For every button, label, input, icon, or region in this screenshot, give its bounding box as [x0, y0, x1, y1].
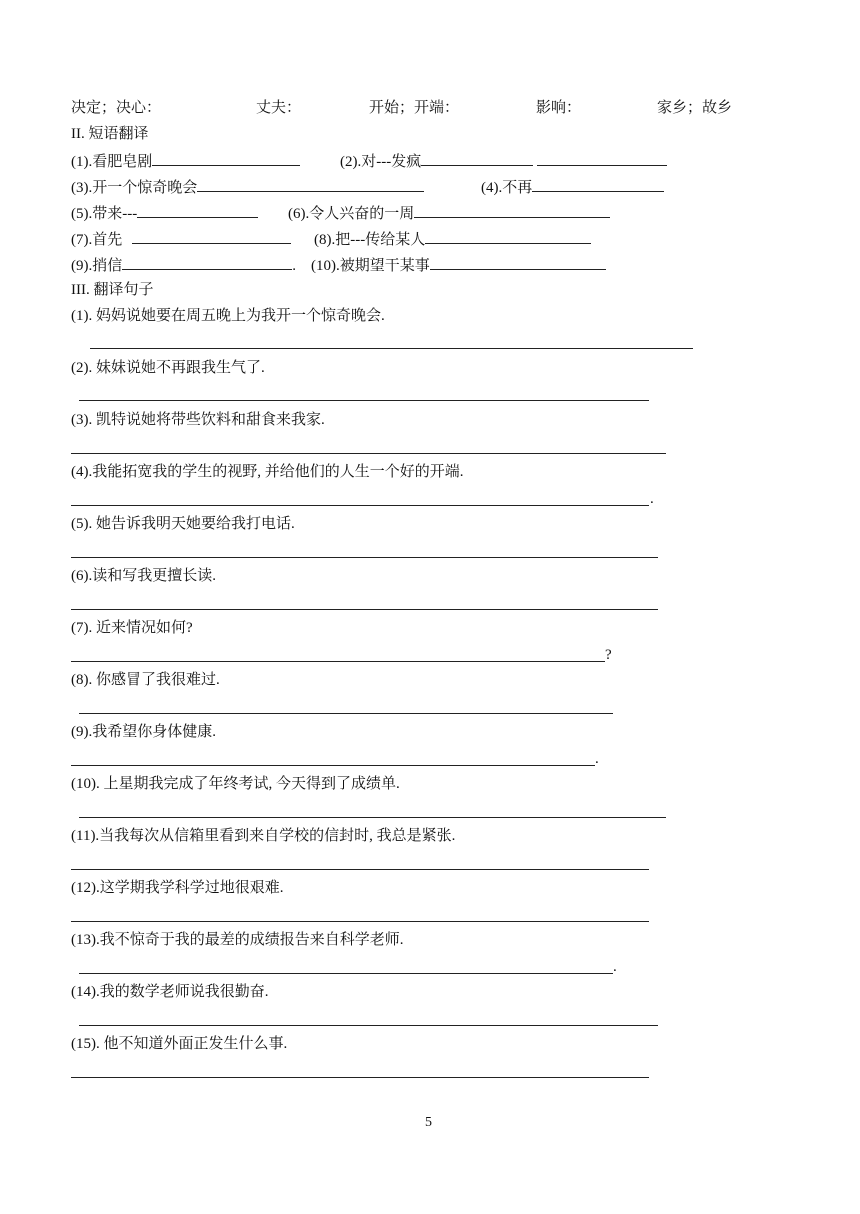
sentence-prompt: (10). 上星期我完成了年终考试, 今天得到了成绩单. — [71, 776, 400, 792]
phrase-8: (8).把---传给某人 — [314, 229, 591, 249]
sentence-end-punct: . — [650, 491, 654, 507]
answer-line[interactable] — [71, 1077, 649, 1078]
sentence-end-punct: . — [613, 959, 617, 975]
answer-line[interactable] — [71, 609, 658, 610]
answer-blank[interactable] — [425, 229, 591, 244]
answer-line[interactable] — [71, 453, 666, 454]
phrase-5: (5).带来--- — [71, 203, 258, 223]
phrase-10: (10).被期望干某事 — [311, 255, 606, 275]
sentence-end-punct: ? — [605, 647, 612, 663]
sentence-prompt: (1). 妈妈说她要在周五晚上为我开一个惊奇晚会. — [71, 308, 385, 324]
answer-blank[interactable] — [532, 177, 664, 192]
answer-blank[interactable] — [197, 177, 424, 192]
phrase-4: (4).不再 — [481, 177, 664, 197]
sentence-prompt: (5). 她告诉我明天她要给我打电话. — [71, 516, 295, 532]
sentence-prompt: (3). 凯特说她将带些饮料和甜食来我家. — [71, 412, 325, 428]
phrase-2: (2).对---发疯 — [340, 151, 667, 171]
sentence-prompt: (15). 他不知道外面正发生什么事. — [71, 1036, 288, 1052]
answer-blank[interactable] — [421, 151, 533, 166]
sentence-prompt: (8). 你感冒了我很难过. — [71, 672, 220, 688]
phrase-3: (3).开一个惊奇晚会 — [71, 177, 424, 197]
vocab-decision: 决定；决心： — [71, 100, 162, 116]
page-number: 5 — [425, 1115, 432, 1130]
vocab-husband: 丈夫： — [256, 100, 302, 116]
answer-line[interactable] — [71, 505, 649, 506]
phrase-1: (1).看肥皂剧 — [71, 151, 300, 171]
answer-blank[interactable] — [137, 203, 258, 218]
answer-line[interactable] — [79, 400, 649, 401]
sentence-prompt: (2). 妹妹说她不再跟我生气了. — [71, 360, 265, 376]
vocab-hometown: 家乡；故乡 — [657, 100, 733, 116]
answer-line[interactable] — [71, 765, 595, 766]
answer-blank[interactable] — [414, 203, 610, 218]
answer-blank[interactable] — [537, 151, 667, 166]
sentence-prompt: (14).我的数学老师说我很勤奋. — [71, 984, 269, 1000]
answer-line[interactable] — [71, 921, 649, 922]
sentence-prompt: (6).读和写我更擅长读. — [71, 568, 216, 584]
section-title-sentence-translation: III. 翻译句子 — [71, 282, 154, 298]
sentence-prompt: (12).这学期我学科学过地很艰难. — [71, 880, 284, 896]
section-title-phrase-translation: II. 短语翻译 — [71, 126, 149, 142]
answer-blank[interactable] — [152, 151, 300, 166]
answer-line[interactable] — [79, 817, 666, 818]
answer-line[interactable] — [71, 557, 658, 558]
sentence-prompt: (11).当我每次从信箱里看到来自学校的信封时, 我总是紧张. — [71, 828, 456, 844]
answer-line[interactable] — [79, 713, 613, 714]
answer-blank[interactable] — [122, 255, 292, 270]
vocab-influence: 影响： — [536, 100, 582, 116]
answer-line[interactable] — [79, 1025, 658, 1026]
sentence-end-punct: . — [595, 751, 599, 767]
phrase-7: (7).首先 — [71, 229, 291, 249]
vocab-start: 开始；开端： — [369, 100, 460, 116]
answer-line[interactable] — [79, 973, 613, 974]
answer-line[interactable] — [71, 869, 649, 870]
phrase-9: (9).捎信 . — [71, 255, 296, 275]
phrase-6: (6).令人兴奋的一周 — [288, 203, 610, 223]
answer-blank[interactable] — [132, 229, 291, 244]
sentence-prompt: (4).我能拓宽我的学生的视野, 并给他们的人生一个好的开端. — [71, 464, 464, 480]
answer-blank[interactable] — [430, 255, 606, 270]
sentence-prompt: (9).我希望你身体健康. — [71, 724, 216, 740]
answer-line[interactable] — [71, 661, 605, 662]
sentence-prompt: (7). 近来情况如何? — [71, 620, 193, 636]
answer-line[interactable] — [90, 348, 693, 349]
sentence-prompt: (13).我不惊奇于我的最差的成绩报告来自科学老师. — [71, 932, 404, 948]
